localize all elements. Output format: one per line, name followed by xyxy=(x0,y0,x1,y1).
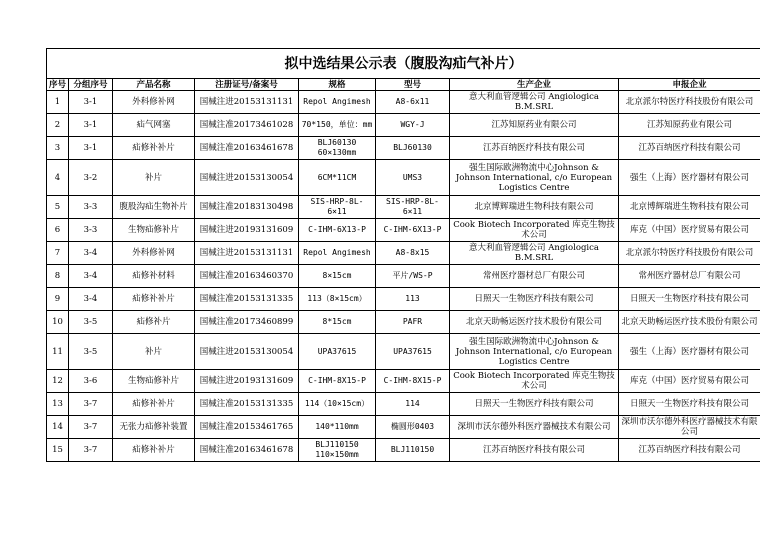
specification-cell: BLJ110150 110×150mm xyxy=(299,439,376,462)
row-number-cell: 15 xyxy=(47,439,69,462)
group-number-cell: 3-3 xyxy=(69,219,113,242)
row-number-cell: 2 xyxy=(47,114,69,137)
product-name-cell: 补片 xyxy=(113,160,195,196)
row-number-cell: 9 xyxy=(47,288,69,311)
product-name-cell: 外科修补网 xyxy=(113,91,195,114)
spreadsheet xyxy=(46,48,760,462)
group-number-cell: 3-7 xyxy=(69,393,113,416)
registration-number-cell: 国械注进20153131131 xyxy=(195,91,299,114)
column-header: 生产企业 xyxy=(450,79,619,91)
specification-cell: 113（8×15cm） xyxy=(299,288,376,311)
model-cell: 114 xyxy=(376,393,450,416)
applicant-cell: 库克（中国）医疗贸易有限公司 xyxy=(619,370,760,393)
applicant-cell: 日照天一生物医疗科技有限公司 xyxy=(619,288,760,311)
model-cell: 113 xyxy=(376,288,450,311)
registration-number-cell: 国械注准20173461028 xyxy=(195,114,299,137)
specification-cell: 114（10×15cm） xyxy=(299,393,376,416)
registration-number-cell: 国械注准20183130498 xyxy=(195,196,299,219)
column-header: 规格 xyxy=(299,79,376,91)
manufacturer-cell: 深圳市沃尔德外科医疗器械技术有限公司 xyxy=(450,416,619,439)
product-name-cell: 疝修补补片 xyxy=(113,393,195,416)
registration-number-cell: 国械注准20153131335 xyxy=(195,393,299,416)
table-title: 拟中选结果公示表（腹股沟疝气补片） xyxy=(47,49,760,79)
table-row xyxy=(47,370,760,393)
product-name-cell: 疝修补片 xyxy=(113,311,195,334)
specification-cell: UPA37615 xyxy=(299,334,376,370)
applicant-cell: 强生（上海）医疗器材有限公司 xyxy=(619,160,760,196)
applicant-cell: 日照天一生物医疗科技有限公司 xyxy=(619,393,760,416)
model-cell: SIS-HRP-8L-6×11 xyxy=(376,196,450,219)
group-number-cell: 3-4 xyxy=(69,288,113,311)
table-row xyxy=(47,160,760,196)
applicant-cell: 江苏百纳医疗科技有限公司 xyxy=(619,439,760,462)
applicant-cell: 江苏百纳医疗科技有限公司 xyxy=(619,137,760,160)
manufacturer-cell: 江苏百纳医疗科技有限公司 xyxy=(450,137,619,160)
specification-cell: SIS-HRP-8L-6×11 xyxy=(299,196,376,219)
table-row xyxy=(47,311,760,334)
applicant-cell: 北京天助畅运医疗技术股份有限公司 xyxy=(619,311,760,334)
specification-cell: 8×15cm xyxy=(299,265,376,288)
specification-cell: Repol Angimesh xyxy=(299,242,376,265)
model-cell: BLJ60130 xyxy=(376,137,450,160)
registration-number-cell: 国械注准20163460370 xyxy=(195,265,299,288)
applicant-cell: 常州医疗器材总厂有限公司 xyxy=(619,265,760,288)
table-row xyxy=(47,196,760,219)
model-cell: PAFR xyxy=(376,311,450,334)
group-number-cell: 3-6 xyxy=(69,370,113,393)
table-row xyxy=(47,242,760,265)
model-cell: UMS3 xyxy=(376,160,450,196)
registration-number-cell: 国械注进20193131609 xyxy=(195,219,299,242)
applicant-cell: 北京博辉瑞进生物科技有限公司 xyxy=(619,196,760,219)
manufacturer-cell: 强生国际欧洲物流中心Johnson & Johnson International, c/o European Logistics Centre xyxy=(450,160,619,196)
manufacturer-cell: 意大利血管逻辑公司 Angiologica B.M.SRL xyxy=(450,91,619,114)
product-name-cell: 疝修补补片 xyxy=(113,288,195,311)
table-row xyxy=(47,219,760,242)
row-number-cell: 10 xyxy=(47,311,69,334)
table-row xyxy=(47,91,760,114)
group-number-cell: 3-5 xyxy=(69,334,113,370)
group-number-cell: 3-7 xyxy=(69,439,113,462)
manufacturer-cell: 意大利血管逻辑公司 Angiologica B.M.SRL xyxy=(450,242,619,265)
row-number-cell: 13 xyxy=(47,393,69,416)
registration-number-cell: 国械注进20193131609 xyxy=(195,370,299,393)
product-name-cell: 生物疝修补片 xyxy=(113,219,195,242)
specification-cell: 140*110mm xyxy=(299,416,376,439)
column-header: 产品名称 xyxy=(113,79,195,91)
product-name-cell: 疝修补补片 xyxy=(113,439,195,462)
registration-number-cell: 国械注进20153130054 xyxy=(195,334,299,370)
column-header: 分组序号 xyxy=(69,79,113,91)
manufacturer-cell: 日照天一生物医疗科技有限公司 xyxy=(450,288,619,311)
model-cell: A8-8x15 xyxy=(376,242,450,265)
manufacturer-cell: 北京博辉瑞进生物科技有限公司 xyxy=(450,196,619,219)
row-number-cell: 5 xyxy=(47,196,69,219)
product-name-cell: 外科修补网 xyxy=(113,242,195,265)
group-number-cell: 3-1 xyxy=(69,137,113,160)
model-cell: 平片/WS-P xyxy=(376,265,450,288)
group-number-cell: 3-5 xyxy=(69,311,113,334)
applicant-cell: 深圳市沃尔德外科医疗器械技术有限公司 xyxy=(619,416,760,439)
group-number-cell: 3-1 xyxy=(69,114,113,137)
applicant-cell: 北京派尔特医疗科技股份有限公司 xyxy=(619,91,760,114)
table-row xyxy=(47,288,760,311)
registration-number-cell: 国械注准20173460899 xyxy=(195,311,299,334)
registration-number-cell: 国械注进20153130054 xyxy=(195,160,299,196)
manufacturer-cell: 江苏知原药业有限公司 xyxy=(450,114,619,137)
column-header: 序号 xyxy=(47,79,69,91)
manufacturer-cell: 日照天一生物医疗科技有限公司 xyxy=(450,393,619,416)
specification-cell: C-IHM-6X13-P xyxy=(299,219,376,242)
specification-cell: Repol Angimesh xyxy=(299,91,376,114)
group-number-cell: 3-1 xyxy=(69,91,113,114)
manufacturer-cell: 常州医疗器材总厂有限公司 xyxy=(450,265,619,288)
table-row xyxy=(47,334,760,370)
applicant-cell: 北京派尔特医疗科技股份有限公司 xyxy=(619,242,760,265)
product-name-cell: 生物疝修补片 xyxy=(113,370,195,393)
specification-cell: 8*15cm xyxy=(299,311,376,334)
table-row xyxy=(47,393,760,416)
table-row xyxy=(47,137,760,160)
model-cell: C-IHM-8X15-P xyxy=(376,370,450,393)
registration-number-cell: 国械注准20153131335 xyxy=(195,288,299,311)
product-name-cell: 疝气网塞 xyxy=(113,114,195,137)
group-number-cell: 3-7 xyxy=(69,416,113,439)
model-cell: BLJ110150 xyxy=(376,439,450,462)
registration-number-cell: 国械注准20153461765 xyxy=(195,416,299,439)
registration-number-cell: 国械注准20163461678 xyxy=(195,137,299,160)
header-row xyxy=(47,79,760,91)
row-number-cell: 12 xyxy=(47,370,69,393)
applicant-cell: 江苏知原药业有限公司 xyxy=(619,114,760,137)
group-number-cell: 3-4 xyxy=(69,242,113,265)
column-header: 申报企业 xyxy=(619,79,760,91)
group-number-cell: 3-3 xyxy=(69,196,113,219)
applicant-cell: 库克（中国）医疗贸易有限公司 xyxy=(619,219,760,242)
specification-cell: C-IHM-8X15-P xyxy=(299,370,376,393)
table-row xyxy=(47,265,760,288)
column-header: 注册证号/备案号 xyxy=(195,79,299,91)
product-name-cell: 补片 xyxy=(113,334,195,370)
model-cell: UPA37615 xyxy=(376,334,450,370)
group-number-cell: 3-2 xyxy=(69,160,113,196)
manufacturer-cell: 北京天助畅运医疗技术股份有限公司 xyxy=(450,311,619,334)
applicant-cell: 强生（上海）医疗器材有限公司 xyxy=(619,334,760,370)
result-table xyxy=(46,48,760,462)
model-cell: 椭圆形0403 xyxy=(376,416,450,439)
product-name-cell: 疝修补材料 xyxy=(113,265,195,288)
row-number-cell: 14 xyxy=(47,416,69,439)
row-number-cell: 1 xyxy=(47,91,69,114)
registration-number-cell: 国械注进20153131131 xyxy=(195,242,299,265)
table-row xyxy=(47,114,760,137)
product-name-cell: 疝修补补片 xyxy=(113,137,195,160)
registration-number-cell: 国械注准20163461678 xyxy=(195,439,299,462)
group-number-cell: 3-4 xyxy=(69,265,113,288)
row-number-cell: 4 xyxy=(47,160,69,196)
manufacturer-cell: Cook Biotech Incorporated 库克生物技术公司 xyxy=(450,370,619,393)
product-name-cell: 腹股沟疝生物补片 xyxy=(113,196,195,219)
table-row xyxy=(47,439,760,462)
row-number-cell: 11 xyxy=(47,334,69,370)
manufacturer-cell: Cook Biotech Incorporated 库克生物技术公司 xyxy=(450,219,619,242)
row-number-cell: 8 xyxy=(47,265,69,288)
manufacturer-cell: 江苏百纳医疗科技有限公司 xyxy=(450,439,619,462)
model-cell: A8-6x11 xyxy=(376,91,450,114)
specification-cell: 70*150，单位：mm xyxy=(299,114,376,137)
table-row xyxy=(47,416,760,439)
table-body xyxy=(47,91,760,462)
specification-cell: 6CM*11CM xyxy=(299,160,376,196)
row-number-cell: 6 xyxy=(47,219,69,242)
model-cell: C-IHM-6X13-P xyxy=(376,219,450,242)
column-header: 型号 xyxy=(376,79,450,91)
model-cell: WGY-J xyxy=(376,114,450,137)
row-number-cell: 7 xyxy=(47,242,69,265)
manufacturer-cell: 强生国际欧洲物流中心Johnson & Johnson International, c/o European Logistics Centre xyxy=(450,334,619,370)
row-number-cell: 3 xyxy=(47,137,69,160)
product-name-cell: 无张力疝修补装置 xyxy=(113,416,195,439)
specification-cell: BLJ60130 60×130mm xyxy=(299,137,376,160)
